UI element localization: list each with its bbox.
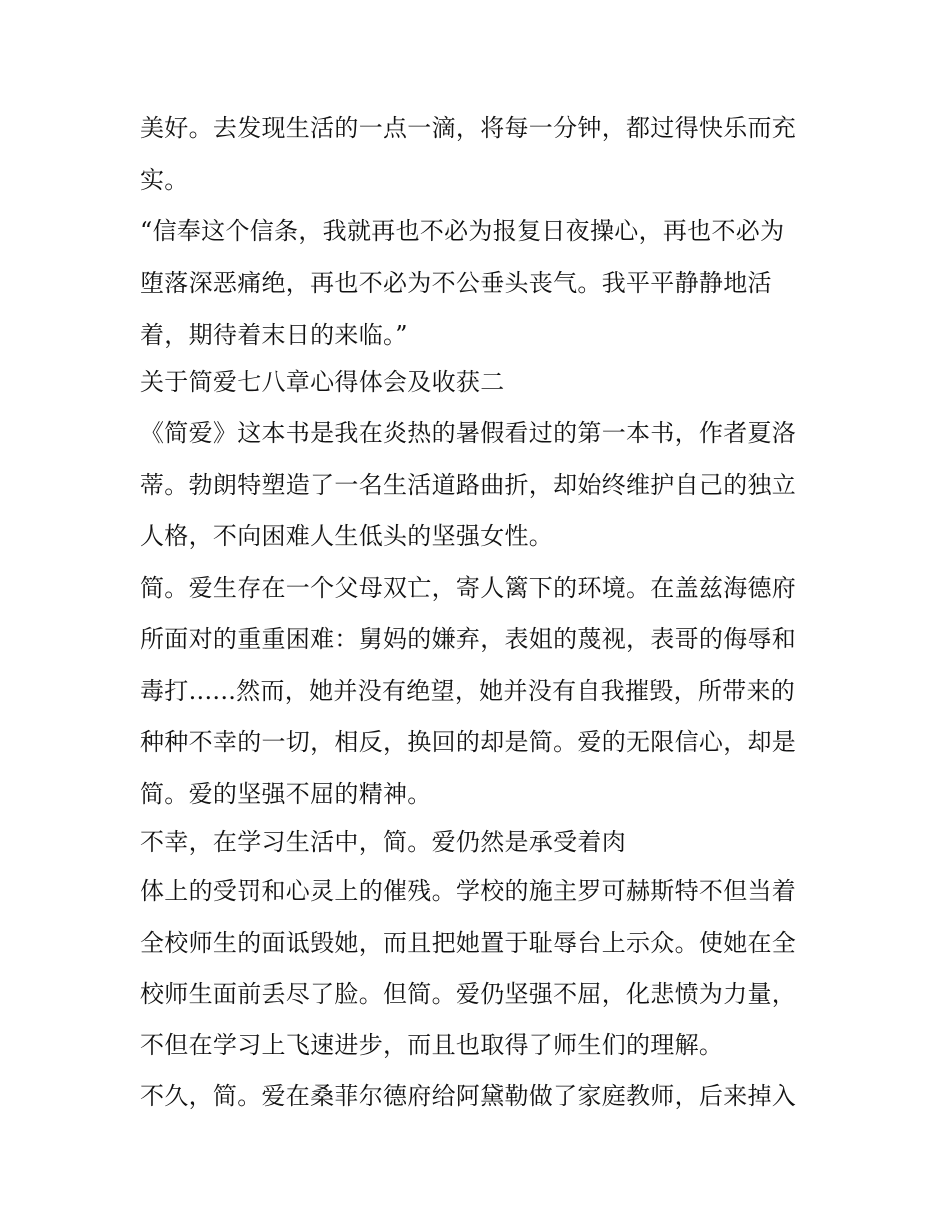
text-line: 人格，不向困难人生低头的坚强女性。 xyxy=(140,522,554,550)
text-line: 全校师生的面诋毁她，而且把她置于耻辱台上示众。使她在全 xyxy=(140,929,797,957)
text-line: 堕落深恶痛绝，再也不必为不公垂头丧气。我平平静静地活 xyxy=(140,269,772,297)
text-line: 简。爱生存在一个父母双亡，寄人篱下的环境。在盖兹海德府 xyxy=(140,574,797,602)
text-line: 种种不幸的一切，相反，换回的却是简。爱的无限信心，却是 xyxy=(140,728,797,756)
text-line: 体上的受罚和心灵上的催残。学校的施主罗可赫斯特不但当着 xyxy=(140,877,797,905)
text-line: “信奉这个信条，我就再也不必为报复日夜操心，再也不必为 xyxy=(140,217,785,245)
text-line: 不但在学习上飞速进步，而且也取得了师生们的理解。 xyxy=(140,1031,724,1059)
text-line: 不幸，在学习生活中，简。爱仍然是承受着肉 xyxy=(140,828,626,856)
text-line: 着，期待着末日的来临。” xyxy=(140,321,408,349)
text-line: 不久，简。爱在桑菲尔德府给阿黛勒做了家庭教师，后来掉入 xyxy=(140,1082,797,1110)
text-line: 美好。去发现生活的一点一滴，将每一分钟，都过得快乐而充 xyxy=(140,114,797,142)
text-line: 毒打......然而，她并没有绝望，她并没有自我摧毁，所带来的 xyxy=(140,677,796,705)
text-line: 所面对的重重困难：舅妈的嫌弃，表姐的蔑视，表哥的侮辱和 xyxy=(140,625,797,653)
text-line: 实。 xyxy=(140,166,189,194)
text-line: 简。爱的坚强不屈的精神。 xyxy=(140,780,432,808)
section-heading: 关于简爱七八章心得体会及收获二 xyxy=(140,368,505,396)
text-line: 《简爱》这本书是我在炎热的暑假看过的第一本书，作者夏洛 xyxy=(140,419,797,447)
text-line: 校师生面前丢尽了脸。但简。爱仍坚强不屈，化悲愤为力量， xyxy=(140,980,797,1008)
text-line: 蒂。勃朗特塑造了一名生活道路曲折，却始终维护自己的独立 xyxy=(140,471,797,499)
